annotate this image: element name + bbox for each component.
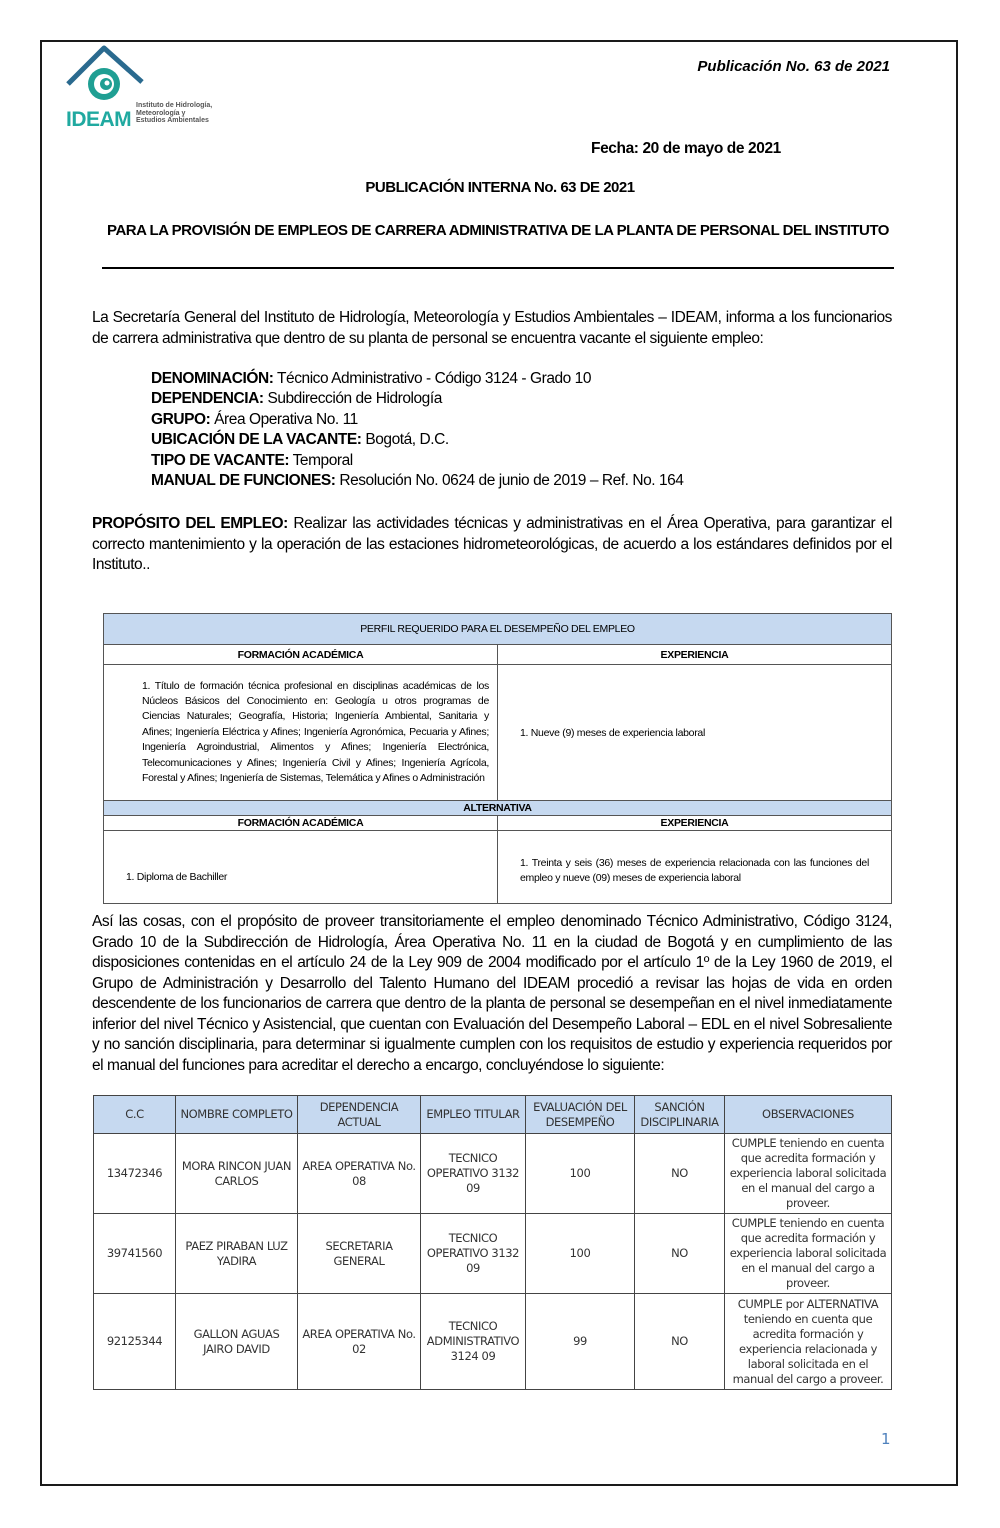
profile-table-header: PERFIL REQUERIDO PARA EL DESEMPEÑO DEL EMPLEO bbox=[104, 614, 892, 645]
col-observaciones: OBSERVACIONES bbox=[725, 1096, 892, 1134]
purpose-paragraph bbox=[92, 514, 892, 576]
cell-empleo: TECNICO OPERATIVO 3132 09 bbox=[421, 1214, 526, 1294]
detail-dependencia bbox=[151, 389, 683, 409]
col-nombre: NOMBRE COMPLETO bbox=[176, 1096, 298, 1134]
document-subtitle: PARA LA PROVISIÓN DE EMPLEOS DE CARRERA ADMINISTRATIVA DE LA PLANTA DE PERSONAL DEL INSTITUTO bbox=[107, 222, 889, 239]
detail-ubicacion bbox=[151, 430, 683, 450]
profile-table bbox=[103, 613, 892, 904]
logo-subtitle-line: Instituto de Hidrología, bbox=[136, 102, 213, 109]
col-empleo: EMPLEO TITULAR bbox=[421, 1096, 526, 1134]
detail-manual-funciones bbox=[151, 471, 683, 491]
page-number: 1 bbox=[881, 1430, 891, 1448]
cell-cc: 13472346 bbox=[94, 1134, 176, 1214]
document-title: PUBLICACIÓN INTERNA No. 63 DE 2021 bbox=[365, 179, 635, 196]
detail-value: Técnico Administrativo - Código 3124 - Grado 10 bbox=[273, 370, 592, 387]
cell-evaluacion: 99 bbox=[526, 1294, 635, 1390]
detail-label: UBICACIÓN DE LA VACANTE: bbox=[151, 431, 362, 449]
table-header-row bbox=[94, 1096, 892, 1134]
table-row bbox=[94, 1294, 892, 1390]
detail-label: MANUAL DE FUNCIONES: bbox=[151, 472, 336, 490]
alt-col-formacion: FORMACIÓN ACADÉMICA bbox=[104, 816, 498, 831]
experiencia-cell: 1. Nueve (9) meses de experiencia laboral bbox=[498, 665, 892, 801]
detail-value: Bogotá, D.C. bbox=[361, 431, 449, 449]
formacion-cell bbox=[104, 665, 498, 801]
title-divider bbox=[102, 267, 894, 269]
col-experiencia: EXPERIENCIA bbox=[498, 645, 892, 665]
logo-wordmark: IDEAM bbox=[66, 108, 132, 131]
document-date: Fecha: 20 de mayo de 2021 bbox=[591, 140, 781, 157]
intro-paragraph: La Secretaría General del Instituto de Hidrología, Meteorología y Estudios Ambientales – IDEAM, informa a los funcionarios de carrera administrativa que dentro de su planta de personal se encuentra vacante el siguiente empleo: bbox=[92, 309, 892, 347]
cell-nombre: GALLON AGUAS JAIRO DAVID bbox=[176, 1294, 298, 1390]
purpose-text: Realizar las actividades técnicas y administrativas en el Área Operativa, para garantizar el correcto mantenimiento y la operación de las estaciones hidrometeorológicas, de acuerdo a los estándares definidos por el Instituto.. bbox=[92, 515, 893, 573]
candidates-table bbox=[93, 1095, 892, 1390]
table-row bbox=[94, 1134, 892, 1214]
cell-cc: 92125344 bbox=[94, 1294, 176, 1390]
cell-dependencia: AREA OPERATIVA No. 02 bbox=[298, 1294, 421, 1390]
cell-empleo: TECNICO OPERATIVO 3132 09 bbox=[421, 1134, 526, 1214]
detail-denominacion bbox=[151, 369, 683, 389]
detail-label: DENOMINACIÓN: bbox=[151, 370, 274, 387]
detail-tipo-vacante bbox=[151, 451, 683, 471]
cell-nombre: MORA RINCON JUAN CARLOS bbox=[176, 1134, 298, 1214]
cell-evaluacion: 100 bbox=[526, 1214, 635, 1294]
detail-value: Subdirección de Hidrología bbox=[263, 390, 442, 408]
publication-number: Publicación No. 63 de 2021 bbox=[697, 58, 890, 75]
detail-label: DEPENDENCIA: bbox=[151, 390, 264, 408]
cell-sancion: NO bbox=[635, 1134, 725, 1214]
purpose-label: PROPÓSITO DEL EMPLEO: bbox=[92, 515, 288, 532]
formacion-text: 1. Título de formación técnica profesional en disciplinas académicas de los Núcleos Básicos del Conocimiento en: Geología u otros programas de Ciencias Naturales; Geografía, Historia; Ingeniería Ambiental, Sanitaria y Afines; Ingeniería Eléctrica y Afines; Ingeniería Agronómica, Pecuaria y Afines; Ingeniería Agroindustrial, Alimentos y Afines; Ingeniería Electrónica, Telecomunicaciones y Afines; Ingeniería Civil y Afines; Ingeniería Agrícola, Forestal y Afines; Ingeniería de Sistemas, Telemática y Afines o Administración bbox=[142, 679, 489, 785]
col-sancion: SANCIÓN DISCIPLINARIA bbox=[635, 1096, 725, 1134]
detail-value: Área Operativa No. 11 bbox=[210, 410, 358, 428]
cell-observaciones: CUMPLE por ALTERNATIVA teniendo en cuenta que acredita formación y experiencia relacionada y laboral solicitada en el manual del cargo a proveer. bbox=[725, 1294, 892, 1390]
cell-nombre: PAEZ PIRABAN LUZ YADIRA bbox=[176, 1214, 298, 1294]
cell-sancion: NO bbox=[635, 1214, 725, 1294]
detail-grupo bbox=[151, 410, 683, 430]
logo-subtitle-line: Meteorología y bbox=[136, 109, 186, 117]
alternativa-header: ALTERNATIVA bbox=[104, 801, 892, 816]
ideam-eye-logo-icon bbox=[62, 44, 152, 108]
col-dependencia: DEPENDENCIA ACTUAL bbox=[298, 1096, 421, 1134]
table-row bbox=[94, 1214, 892, 1294]
logo-subtitle bbox=[136, 102, 236, 125]
cell-dependencia: SECRETARIA GENERAL bbox=[298, 1214, 421, 1294]
cell-observaciones: CUMPLE teniendo en cuenta que acredita formación y experiencia laboral solicitada en el manual del cargo a proveer. bbox=[725, 1134, 892, 1214]
alt-experiencia-cell: 1. Treinta y seis (36) meses de experiencia relacionada con las funciones del empleo y nueve (09) meses de experiencia laboral bbox=[498, 831, 892, 904]
cell-cc: 39741560 bbox=[94, 1214, 176, 1294]
cell-sancion: NO bbox=[635, 1294, 725, 1390]
detail-label: TIPO DE VACANTE: bbox=[151, 451, 290, 469]
detail-label: GRUPO: bbox=[151, 410, 211, 428]
alt-formacion-cell: 1. Diploma de Bachiller bbox=[104, 831, 498, 904]
detail-value: Temporal bbox=[289, 451, 353, 469]
col-cc: C.C bbox=[94, 1096, 176, 1134]
cell-dependencia: AREA OPERATIVA No. 08 bbox=[298, 1134, 421, 1214]
cell-evaluacion: 100 bbox=[526, 1134, 635, 1214]
alt-col-experiencia: EXPERIENCIA bbox=[498, 816, 892, 831]
conclusion-paragraph: Así las cosas, con el propósito de proveer transitoriamente el empleo denominado Técnico Administrativo, Código 3124, Grado 10 de la Subdirección de Hidrología, Área Operativa No. 11 en la ciudad de Bogotá y en cumplimiento de las disposiciones contenidas en el artículo 24 de la Ley 909 de 2004 modificado por el artículo 1º de la Ley 1960 de 2019, el Grupo de Administración y Desarrollo del Talento Humano del IDEAM procedió a revisar las hojas de vida en orden descendente de los funcionarios de carrera que dentro de la planta de personal se desempeñan en el nivel inmediatamente inferior del nivel Técnico y Asistencial, que cuentan con Evaluación del Desempeño Laboral – EDL en el nivel Sobresaliente y no sanción disciplinaria, para determinar si igualmente cumplen con los requisitos de estudio y experiencia requeridos por el manual del funciones para acreditar el derecho a encargo, concluyéndose lo siguiente: bbox=[92, 913, 892, 1074]
vacancy-details bbox=[151, 369, 683, 491]
col-evaluacion: EVALUACIÓN DEL DESEMPEÑO bbox=[526, 1096, 635, 1134]
col-formacion: FORMACIÓN ACADÉMICA bbox=[104, 645, 498, 665]
cell-empleo: TECNICO ADMINISTRATIVO 3124 09 bbox=[421, 1294, 526, 1390]
logo-subtitle-line: Estudios Ambientales bbox=[136, 117, 209, 124]
cell-observaciones: CUMPLE teniendo en cuenta que acredita formación y experiencia laboral solicitada en el manual del cargo a proveer. bbox=[725, 1214, 892, 1294]
ideam-logo bbox=[62, 44, 232, 134]
detail-value: Resolución No. 0624 de junio de 2019 – Ref. No. 164 bbox=[335, 472, 684, 490]
